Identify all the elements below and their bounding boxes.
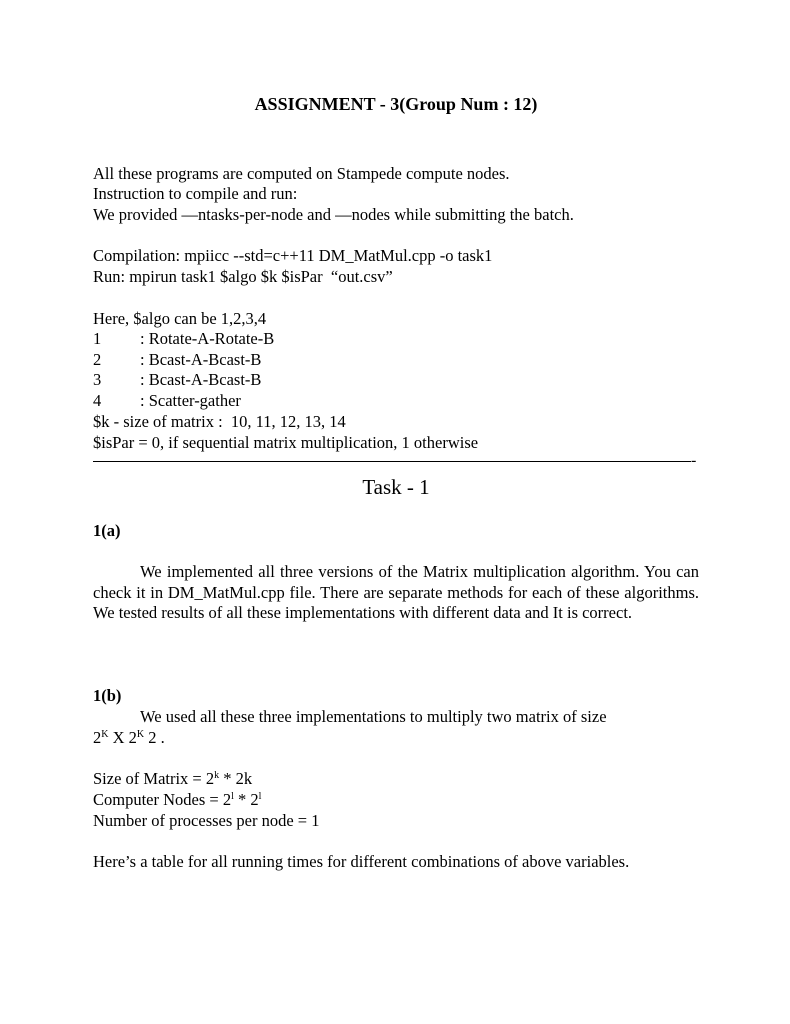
compute-nodes-line bbox=[93, 790, 261, 810]
compilation-line: Compilation: mpiicc --std=c++11 DM_MatMul.cpp -o task1 bbox=[93, 246, 493, 265]
expr-part: X 2 bbox=[108, 728, 137, 747]
expr-part: * 2 bbox=[233, 790, 259, 809]
processes-per-node-line: Number of processes per node = 1 bbox=[93, 811, 320, 830]
ispar-line: $isPar = 0, if sequential matrix multiplication, 1 otherwise bbox=[93, 433, 479, 452]
table-intro-line: Here’s a table for all running times for different combinations of above variables. bbox=[93, 852, 630, 871]
algo-item-number: 2 bbox=[93, 350, 102, 369]
run-line: Run: mpirun task1 $algo $k $isPar “out.csv” bbox=[93, 267, 393, 286]
algo-item-number: 4 bbox=[93, 391, 102, 410]
expr-part: * 2k bbox=[219, 769, 253, 788]
intro-line: Instruction to compile and run: bbox=[93, 184, 298, 203]
expr-part: 2 bbox=[93, 728, 102, 747]
algo-item-desc: : Rotate-A-Rotate-B bbox=[140, 329, 275, 348]
algo-item bbox=[93, 350, 261, 370]
intro-line: All these programs are computed on Stampede compute nodes. bbox=[93, 164, 510, 183]
rule-end-dash: - bbox=[691, 452, 697, 469]
algo-item-number: 3 bbox=[93, 370, 102, 389]
expr-superscript: l bbox=[231, 791, 234, 802]
expr-superscript: k bbox=[214, 770, 220, 781]
expr-part: 2 . bbox=[144, 728, 165, 747]
expr-part: Size of Matrix = 2 bbox=[93, 769, 215, 788]
intro-line: We provided —ntasks-per-node and —nodes while submitting the batch. bbox=[93, 205, 574, 224]
section-b-line bbox=[93, 707, 607, 727]
section-a-body: We implemented all three versions of the Matrix multiplication algorithm. You can check it in DM_MatMul.cpp file. There are separate methods for each of these algorithms. We tested results of all these implementations with different data and It is correct. bbox=[93, 562, 699, 623]
algo-item-number: 1 bbox=[93, 329, 102, 348]
expr-superscript: K bbox=[101, 729, 109, 740]
expr-superscript: K bbox=[136, 729, 145, 740]
algo-item-desc: : Scatter-gather bbox=[140, 391, 241, 410]
section-b-text: We used all these three implementations to multiply two matrix of size bbox=[140, 707, 607, 726]
algo-item-desc: : Bcast-A-Bcast-B bbox=[140, 350, 262, 369]
algo-item bbox=[93, 391, 241, 411]
task-title: Task - 1 bbox=[362, 475, 430, 499]
k-size-line: $k - size of matrix : 10, 11, 12, 13, 14 bbox=[93, 412, 346, 431]
section-b-heading: 1(b) bbox=[93, 686, 122, 705]
algo-header: Here, $algo can be 1,2,3,4 bbox=[93, 309, 267, 328]
page-title: ASSIGNMENT - 3(Group Num : 12) bbox=[254, 94, 538, 114]
algo-item bbox=[93, 370, 261, 390]
horizontal-rule bbox=[93, 461, 691, 462]
size-of-matrix-line bbox=[93, 769, 252, 789]
algo-item bbox=[93, 329, 274, 349]
section-a-heading: 1(a) bbox=[93, 521, 121, 540]
expr-part: Computer Nodes = 2 bbox=[93, 790, 232, 809]
algo-item-desc: : Bcast-A-Bcast-B bbox=[140, 370, 262, 389]
matrix-size-expression bbox=[93, 728, 165, 748]
section-a-paragraph bbox=[93, 562, 699, 624]
expr-superscript: l bbox=[258, 791, 262, 802]
